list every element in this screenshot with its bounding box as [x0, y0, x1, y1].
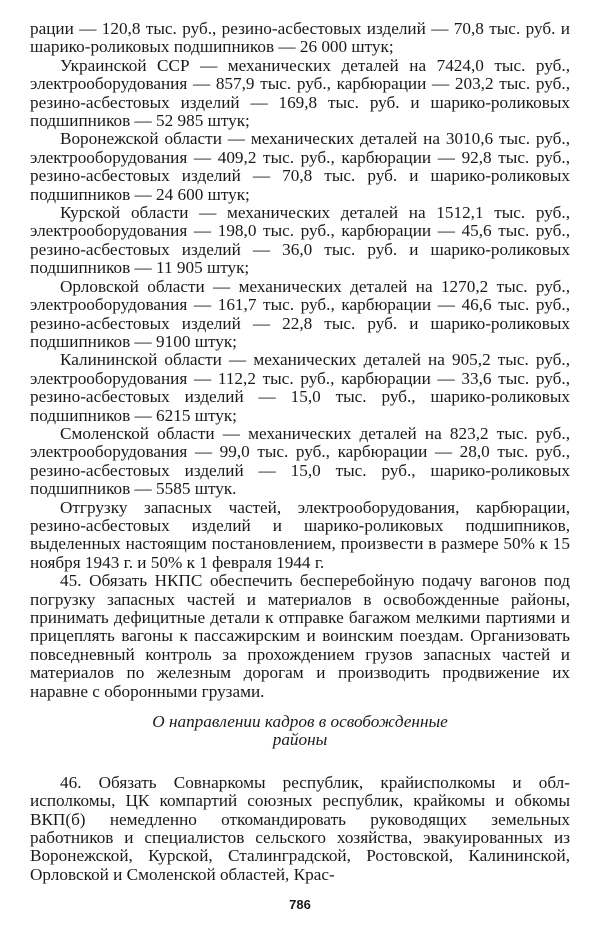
paragraph-ukrainian-ssr: Украинской ССР — механических деталей на 7424,0 тыс. руб., электрооборудования — 857,9 тыс. руб., карбюрации — 203,2 тыс. руб., резино-асбестовых изделий — 169,8 тыс. руб. и шарико-роликовых подшипников — 52 985 штук;	[30, 55, 570, 131]
section-heading-line-1: О направлении кадров в освобожденные	[152, 712, 448, 732]
section-heading-line-2: районы	[272, 730, 328, 750]
paragraph-46: 46. Обязать Совнаркомы республик, крайисполкомы и облисполкомы, ЦК компартий союзных республик, крайкомы и обкомы ВКП(б) немедленно откомандировать руководящих земельных работников и специалистов сельского хозяйства, эвакуированных из Воронежской, Курской, Сталинградской, Ростовской, Калининской, Орловской и Смоленской областей, Крас-	[30, 772, 570, 884]
paragraph-kursk: Курской области — механических деталей на 1512,1 тыс. руб., электрооборудования — 198,0 тыс. руб., карбюрации — 45,6 тыс. руб., резино-асбестовых изделий — 36,0 тыс. руб. и шарико-роликовых подшипников — 11 905 штук;	[30, 203, 570, 278]
page-number: 786	[289, 897, 311, 912]
paragraph-kalinin: Калининской области — механических деталей на 905,2 тыс. руб., электрооборудования — 112,2 тыс. руб., карбюрации — 33,6 тыс. руб., резино-асбестовых изделий — 15,0 тыс. руб., шарико-роликовых подшипников — 6215 штук;	[30, 350, 570, 425]
paragraph-voronezh: Воронежской области — механических деталей на 3010,6 тыс. руб., электрооборудования — 409,2 тыс. руб., карбюрации — 92,8 тыс. руб., резино-асбестовых изделий — 70,8 тыс. руб. и шарико-роликовых подшипников — 24 600 штук;	[30, 129, 570, 204]
paragraph-continuation: рации — 120,8 тыс. руб., резино-асбестовых изделий — 70,8 тыс. руб. и шарико-роликовых подшипников — 26 000 штук;	[30, 19, 570, 57]
paragraph-45: 45. Обязать НКПС обеспечить бесперебойную подачу вагонов под погрузку запасных частей и материалов в освобожденные районы, принимать дефицитные детали к отправке багажом мелкими партиями и прицеплять вагоны к пассажирским и воинским поездам. Организовать повседневный контроль за прохождением грузов запасных частей и материалов по железным дорогам и производить продвижение их наравне с оборонными грузами.	[30, 571, 570, 701]
paragraph-shipment-terms: Отгрузку запасных частей, электрооборудования, карбюрации, резино-асбестовых изделий и шарико-роликовых подшипников, выделенных настоящим постановлением, произвести в размере 50% к 15 ноября 1943 г. и 50% к 1 февраля 1944 г.	[30, 497, 570, 572]
section-heading	[30, 713, 570, 750]
paragraph-smolensk: Смоленской области — механических деталей на 823,2 тыс. руб., электрооборудования — 99,0 тыс. руб., карбюрации — 28,0 тыс. руб., резино-асбестовых изделий — 15,0 тыс. руб., шарико-роликовых подшипников — 5585 штук.	[30, 423, 570, 499]
paragraph-orel: Орловской области — механических деталей на 1270,2 тыс. руб., электрооборудования — 161,7 тыс. руб., карбюрации — 46,6 тыс. руб., резино-асбестовых изделий — 22,8 тыс. руб. и шарико-роликовых подшипников — 9100 штук;	[30, 276, 570, 351]
